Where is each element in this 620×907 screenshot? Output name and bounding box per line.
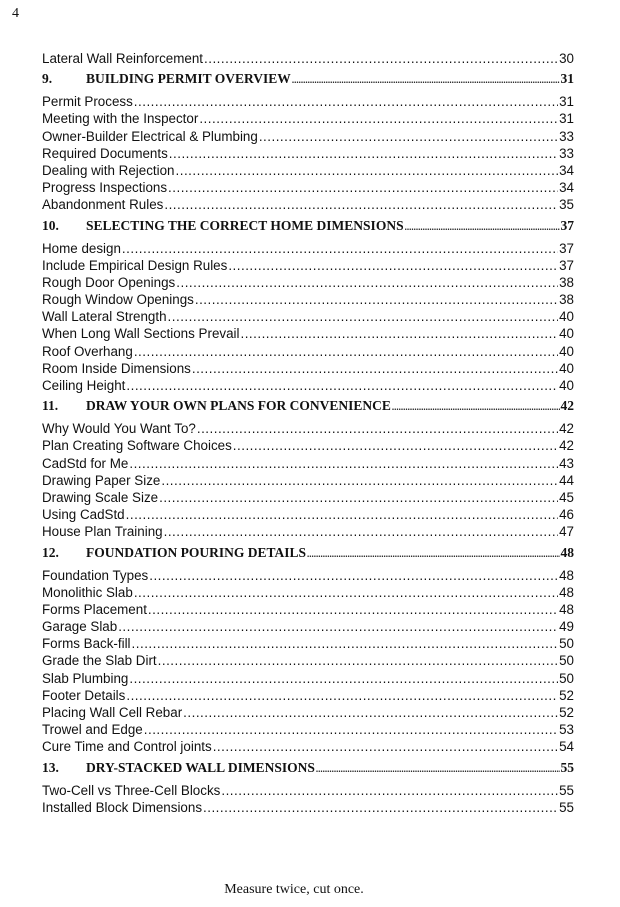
- entry-title: Meeting with the Inspector: [42, 111, 199, 127]
- entry-page-number: 40: [559, 343, 574, 359]
- toc-entry: [42, 179, 574, 196]
- dot-leader: [134, 93, 558, 110]
- entry-title: Trowel and Edge: [42, 722, 143, 738]
- entry-page-number: 30: [559, 51, 574, 66]
- entry-page-number: 35: [559, 197, 574, 213]
- dot-leader: [168, 179, 558, 196]
- entry-title: Include Empirical Design Rules: [42, 257, 228, 273]
- dot-leader: [228, 257, 558, 274]
- toc-entry: [42, 291, 574, 308]
- dot-leader: [134, 343, 558, 360]
- dot-leader: [144, 721, 558, 738]
- entry-page-number: 52: [559, 705, 574, 720]
- entry-page-number: 50: [559, 670, 574, 686]
- entry-title: Progress Inspections: [42, 180, 168, 196]
- chapter-page-number: 48: [560, 544, 574, 560]
- entry-title: Lateral Wall Reinforcement: [42, 51, 204, 66]
- toc-entry: [42, 506, 574, 523]
- entry-title: Why Would You Want To?: [42, 421, 196, 437]
- toc-entry: [42, 618, 574, 635]
- dot-leader: [169, 145, 558, 162]
- dot-leader: [176, 274, 558, 291]
- dot-leader: [129, 455, 558, 472]
- entry-title: CadStd for Me: [42, 455, 129, 471]
- entry-title: Dealing with Rejection: [42, 162, 175, 178]
- toc-entry: [42, 670, 574, 687]
- entry-title: Cure Time and Control joints: [42, 739, 212, 755]
- entry-title: Installed Block Dimensions: [42, 799, 203, 815]
- toc-chapter-heading: [42, 217, 574, 234]
- dot-leader: [158, 652, 558, 669]
- chapter-number: 10.: [42, 217, 59, 233]
- entry-page-number: 40: [559, 326, 574, 342]
- toc-entry: [42, 93, 574, 110]
- entry-page-number: 53: [559, 722, 574, 738]
- entry-page-number: 40: [559, 360, 574, 376]
- toc-entry: [42, 523, 574, 540]
- chapter-number: 13.: [42, 759, 59, 775]
- entry-title: Required Documents: [42, 145, 168, 161]
- entry-page-number: 48: [559, 567, 574, 583]
- entry-title: Monolithic Slab: [42, 584, 133, 600]
- entry-page-number: 38: [559, 292, 574, 308]
- toc-entry: [42, 738, 574, 755]
- toc-entry: [42, 687, 574, 704]
- dot-leader: [204, 50, 558, 67]
- entry-title: Forms Placement: [42, 601, 147, 617]
- chapter-number: 12.: [42, 544, 59, 560]
- toc-chapter-heading: [42, 544, 574, 561]
- toc-entry: [42, 162, 574, 179]
- toc-entry: [42, 437, 574, 454]
- dot-leader: [126, 506, 558, 523]
- entry-title: Roof Overhang: [42, 343, 133, 359]
- entry-page-number: 54: [559, 739, 574, 755]
- toc-entry: [42, 128, 574, 145]
- dot-leader: [199, 110, 558, 127]
- entry-title: Drawing Scale Size: [42, 489, 159, 505]
- dot-leader: [168, 308, 559, 325]
- entry-page-number: 33: [559, 128, 574, 144]
- entry-page-number: 37: [559, 257, 574, 273]
- entry-page-number: 43: [559, 455, 574, 471]
- entry-title: When Long Wall Sections Prevail: [42, 326, 240, 342]
- dot-leader: [118, 618, 558, 635]
- toc-entry: [42, 420, 574, 437]
- toc-entry: [42, 308, 574, 325]
- dot-leader: [176, 162, 559, 179]
- toc-entry: [42, 455, 574, 472]
- dot-leader: [221, 782, 558, 799]
- dot-leader: [161, 472, 558, 489]
- toc-chapter-heading: [42, 70, 574, 87]
- toc-entry: [42, 50, 574, 67]
- entry-title: Footer Details: [42, 687, 126, 703]
- entry-page-number: 42: [559, 421, 574, 437]
- entry-page-number: 42: [559, 438, 574, 454]
- page-number: 4: [12, 6, 19, 21]
- entry-title: Drawing Paper Size: [42, 472, 161, 488]
- entry-title: Permit Process: [42, 94, 133, 110]
- chapter-title: FOUNDATION POURING DETAILS: [86, 544, 307, 560]
- dot-leader: [134, 584, 558, 601]
- dot-leader: [240, 325, 558, 342]
- toc-entry: [42, 145, 574, 162]
- entry-page-number: 50: [559, 653, 574, 669]
- entry-title: Grade the Slab Dirt: [42, 653, 157, 669]
- dot-leader: [126, 687, 558, 704]
- dot-leader: [183, 704, 558, 721]
- toc-entry: [42, 489, 574, 506]
- dot-leader: [203, 799, 558, 816]
- toc-entry: [42, 601, 574, 618]
- toc-entry: [42, 635, 574, 652]
- chapter-page-number: 31: [560, 71, 574, 87]
- toc-entry: [42, 274, 574, 291]
- toc-entry: [42, 721, 574, 738]
- dot-leader: [164, 523, 559, 540]
- entry-title: Home design: [42, 240, 121, 256]
- chapter-title: BUILDING PERMIT OVERVIEW: [86, 71, 291, 87]
- toc-chapter-heading: [42, 397, 574, 414]
- chapter-page-number: 42: [560, 398, 574, 414]
- entry-page-number: 40: [559, 309, 574, 325]
- entry-title: Rough Door Openings: [42, 274, 176, 290]
- entry-title: Garage Slab: [42, 619, 118, 635]
- toc-entry: [42, 472, 574, 489]
- chapter-number: 9.: [42, 71, 53, 87]
- toc-entry: [42, 652, 574, 669]
- entry-title: Plan Creating Software Choices: [42, 438, 232, 454]
- dot-leader: [159, 489, 558, 506]
- table-of-contents: [42, 50, 574, 816]
- entry-page-number: 48: [559, 601, 574, 617]
- entry-page-number: 49: [559, 619, 574, 635]
- entry-title: Using CadStd: [42, 507, 125, 523]
- dot-leader: [164, 196, 558, 213]
- toc-entry: [42, 360, 574, 377]
- entry-page-number: 55: [559, 799, 574, 815]
- dot-leader: [197, 420, 558, 437]
- chapter-title: SELECTING THE CORRECT HOME DIMENSIONS: [86, 217, 404, 233]
- toc-entry: [42, 704, 574, 721]
- dot-leader: [149, 567, 558, 584]
- dot-leader: [316, 761, 560, 778]
- toc-entry: [42, 343, 574, 360]
- entry-title: Slab Plumbing: [42, 670, 129, 686]
- dot-leader: [213, 738, 558, 755]
- entry-page-number: 55: [559, 782, 574, 798]
- chapter-page-number: 37: [560, 217, 574, 233]
- chapter-number: 11.: [42, 398, 59, 414]
- toc-entry: [42, 799, 574, 816]
- entry-page-number: 46: [559, 507, 574, 523]
- entry-page-number: 50: [559, 636, 574, 652]
- entry-page-number: 31: [559, 94, 574, 110]
- entry-page-number: 45: [559, 489, 574, 505]
- dot-leader: [405, 219, 560, 236]
- dot-leader: [307, 546, 559, 563]
- dot-leader: [126, 377, 558, 394]
- entry-title: Rough Window Openings: [42, 292, 194, 308]
- entry-page-number: 34: [559, 180, 574, 196]
- entry-title: Ceiling Height: [42, 378, 126, 393]
- entry-title: House Plan Training: [42, 524, 163, 540]
- entry-title: Abandonment Rules: [42, 197, 164, 213]
- toc-entry: [42, 584, 574, 601]
- chapter-title: DRY-STACKED WALL DIMENSIONS: [86, 759, 315, 775]
- dot-leader: [129, 670, 558, 687]
- entry-page-number: 48: [559, 584, 574, 600]
- entry-page-number: 31: [559, 111, 574, 127]
- entry-title: Wall Lateral Strength: [42, 309, 167, 325]
- toc-entry: [42, 196, 574, 213]
- dot-leader: [122, 240, 558, 257]
- toc-entry: [42, 567, 574, 584]
- chapter-title: DRAW YOUR OWN PLANS FOR CONVENIENCE: [86, 398, 391, 414]
- dot-leader: [132, 635, 559, 652]
- entry-page-number: 33: [559, 145, 574, 161]
- entry-page-number: 34: [559, 162, 574, 178]
- toc-entry: [42, 110, 574, 127]
- dot-leader: [259, 128, 558, 145]
- dot-leader: [192, 360, 558, 377]
- entry-page-number: 37: [559, 240, 574, 256]
- entry-title: Room Inside Dimensions: [42, 360, 191, 376]
- page-footer: Measure twice, cut once.: [224, 882, 364, 897]
- toc-entry: [42, 377, 574, 394]
- entry-page-number: 47: [559, 524, 574, 540]
- entry-page-number: 38: [559, 274, 574, 290]
- chapter-page-number: 55: [560, 759, 574, 775]
- entry-title: Foundation Types: [42, 567, 149, 583]
- toc-entry: [42, 782, 574, 799]
- entry-title: Placing Wall Cell Rebar: [42, 705, 183, 720]
- dot-leader: [292, 72, 560, 89]
- entry-title: Two-Cell vs Three-Cell Blocks: [42, 782, 221, 798]
- entry-page-number: 52: [559, 687, 574, 703]
- entry-page-number: 44: [559, 472, 574, 488]
- toc-entry: [42, 325, 574, 342]
- dot-leader: [195, 291, 558, 308]
- entry-title: Owner-Builder Electrical & Plumbing: [42, 128, 258, 144]
- dot-leader: [233, 437, 558, 454]
- toc-entry: [42, 257, 574, 274]
- toc-chapter-heading: [42, 759, 574, 776]
- toc-entry: [42, 240, 574, 257]
- dot-leader: [392, 399, 560, 416]
- dot-leader: [148, 601, 558, 618]
- entry-title: Forms Back-fill: [42, 636, 131, 652]
- entry-page-number: 40: [559, 378, 574, 393]
